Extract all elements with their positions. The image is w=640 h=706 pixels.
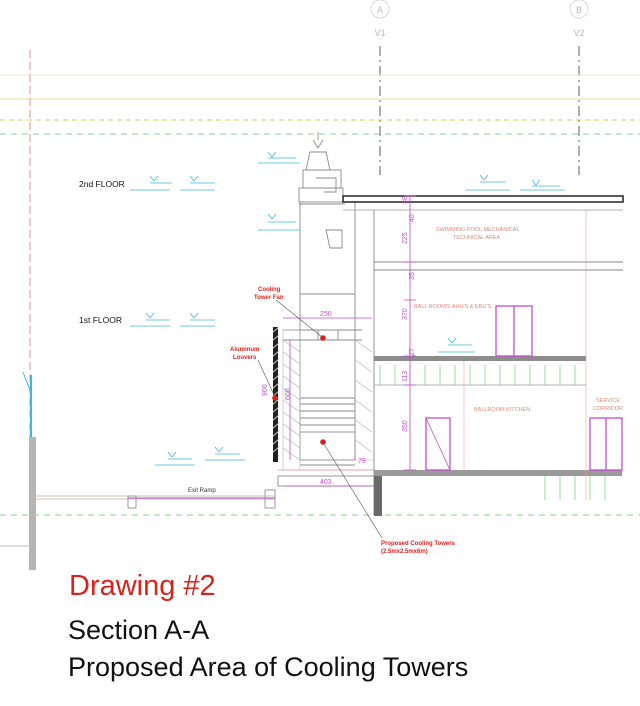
dim-40: 40 bbox=[409, 214, 416, 222]
grid-a-code: V1 bbox=[374, 28, 386, 38]
floor-slab-1 bbox=[374, 356, 586, 361]
dim-79: 79 bbox=[358, 458, 366, 465]
grid-marker-a bbox=[371, 0, 389, 175]
dim-35: 35 bbox=[409, 272, 416, 280]
grid-b-letter: B bbox=[575, 5, 583, 15]
foundation bbox=[374, 476, 382, 516]
room-ballroom-kitchen: BALLROOM KITCHEN bbox=[474, 407, 531, 413]
louver-marker bbox=[272, 395, 278, 401]
reference-lines bbox=[0, 50, 640, 570]
exit-ramp-label: Exit Ramp bbox=[188, 488, 216, 494]
dim-113: 113 bbox=[402, 370, 409, 382]
label-louvers-2: Louvers bbox=[233, 355, 257, 361]
cooling-shaft bbox=[283, 202, 362, 465]
dim-250: 250 bbox=[320, 311, 332, 318]
fan-marker bbox=[320, 335, 326, 341]
floor-label-2nd: 2nd FLOOR bbox=[79, 179, 125, 189]
base-slab bbox=[278, 470, 374, 515]
shaft-hatch bbox=[283, 330, 372, 470]
room-service-line1: SERVICE bbox=[596, 398, 621, 404]
label-louvers-1: Aluminum bbox=[230, 347, 260, 353]
dim-900: 900 bbox=[262, 384, 269, 396]
grid-a-letter: A bbox=[376, 5, 384, 15]
label-cooling-fan-1: Cooling bbox=[258, 287, 281, 293]
floor-slab-ground bbox=[374, 470, 622, 476]
room-service-line2: CORRIDOR bbox=[593, 406, 623, 412]
drawing-number: Drawing #2 bbox=[69, 570, 216, 602]
grid-marker-b bbox=[570, 0, 588, 175]
section-title: Section A-A bbox=[68, 615, 210, 645]
dim-403: 403 bbox=[320, 479, 332, 486]
floor-label-1st: 1st FLOOR bbox=[79, 315, 122, 325]
dim-27: 27 bbox=[409, 348, 416, 356]
dim-350: 350 bbox=[402, 420, 409, 432]
tower-top bbox=[299, 132, 345, 248]
dim-600: 600 bbox=[285, 388, 292, 400]
grid-b-code: V2 bbox=[573, 28, 585, 38]
room-pool-line2: TECHNICAL AREA bbox=[453, 235, 501, 241]
label-proposed-2: (2.5mx2.5mx6m) bbox=[381, 549, 428, 555]
dimension-texts bbox=[262, 196, 416, 486]
drawing-description: Proposed Area of Cooling Towers bbox=[68, 652, 469, 682]
label-cooling-fan-2: Tower Fan bbox=[254, 295, 284, 301]
ground-line bbox=[36, 490, 275, 508]
dim-370: 370 bbox=[402, 308, 409, 320]
room-ballroom-ahu: BALL ROOMS' AHU'S & ERU'S bbox=[414, 304, 492, 310]
tower-marker bbox=[320, 439, 326, 445]
dim-38: 38 bbox=[402, 196, 409, 204]
dim-225: 225 bbox=[402, 232, 409, 244]
label-proposed-1: Proposed Cooling Towers bbox=[381, 541, 455, 547]
aluminum-louvers bbox=[272, 327, 279, 462]
pink-grid-lines bbox=[355, 210, 586, 500]
room-pool-line1: SWIMMING POOL MECHANICAL bbox=[436, 227, 520, 233]
